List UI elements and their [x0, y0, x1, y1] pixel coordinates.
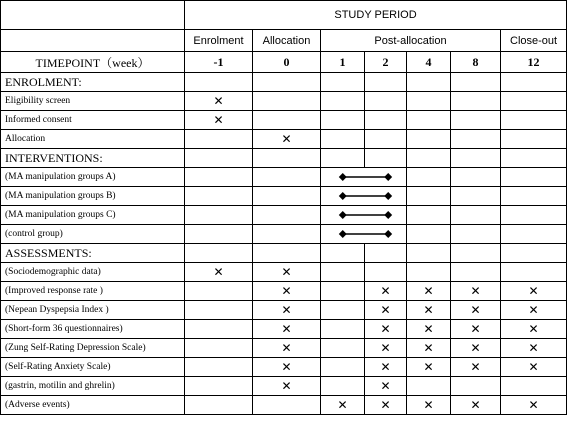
empty-cell — [185, 187, 253, 206]
schedule-mark: ✕ — [365, 320, 407, 339]
schedule-mark: ✕ — [407, 282, 451, 301]
row-label: (Zung Self-Rating Depression Scale) — [1, 339, 185, 358]
schedule-mark: ✕ — [501, 282, 567, 301]
schedule-mark: ✕ — [365, 396, 407, 415]
empty-cell — [185, 73, 253, 92]
schedule-mark: ✕ — [253, 339, 321, 358]
empty-cell — [501, 73, 567, 92]
row-label: (Self-Rating Anxiety Scale) — [1, 358, 185, 377]
table-row — [1, 130, 567, 149]
schedule-mark: ✕ — [451, 301, 501, 320]
empty-cell — [501, 187, 567, 206]
phase-allocation: Allocation — [253, 30, 321, 52]
schedule-mark: ✕ — [407, 301, 451, 320]
timepoint-5: 8 — [451, 52, 501, 73]
empty-cell — [501, 225, 567, 244]
row-label: (Nepean Dyspepsia Index ) — [1, 301, 185, 320]
schedule-mark: ✕ — [365, 358, 407, 377]
empty-cell — [321, 263, 365, 282]
empty-cell — [451, 187, 501, 206]
intervention-duration — [321, 168, 407, 187]
empty-cell — [501, 206, 567, 225]
empty-cell — [253, 111, 321, 130]
empty-cell — [253, 244, 321, 263]
empty-cell — [185, 377, 253, 396]
phase-enrolment: Enrolment — [185, 30, 253, 52]
duration-start-diamond — [339, 192, 347, 200]
empty-cell — [451, 377, 501, 396]
empty-cell — [185, 358, 253, 377]
empty-cell — [185, 396, 253, 415]
empty-cell — [501, 244, 567, 263]
table-row — [1, 263, 567, 282]
empty-cell — [321, 377, 365, 396]
schedule-mark: ✕ — [185, 92, 253, 111]
empty-cell — [365, 92, 407, 111]
duration-start-diamond — [339, 211, 347, 219]
table-row — [1, 320, 567, 339]
schedule-mark: ✕ — [253, 377, 321, 396]
schedule-mark: ✕ — [451, 339, 501, 358]
schedule-mark: ✕ — [501, 339, 567, 358]
empty-cell — [321, 92, 365, 111]
section-title: ENROLMENT: — [1, 73, 185, 92]
empty-cell — [451, 206, 501, 225]
section-title: ASSESSMENTS: — [1, 244, 185, 263]
empty-cell — [185, 206, 253, 225]
empty-cell — [185, 225, 253, 244]
empty-cell — [185, 339, 253, 358]
schedule-mark: ✕ — [185, 263, 253, 282]
empty-cell — [407, 263, 451, 282]
schedule-mark: ✕ — [365, 377, 407, 396]
empty-cell — [451, 225, 501, 244]
empty-cell — [253, 187, 321, 206]
empty-cell — [451, 168, 501, 187]
duration-arrow-icon — [321, 187, 406, 205]
schedule-mark: ✕ — [501, 396, 567, 415]
timepoint-3: 2 — [365, 52, 407, 73]
duration-arrow-icon — [321, 225, 406, 243]
phase-corner-cell — [1, 30, 185, 52]
empty-cell — [407, 187, 451, 206]
section-row — [1, 244, 567, 263]
schedule-mark: ✕ — [365, 301, 407, 320]
table-row — [1, 358, 567, 377]
schedule-mark: ✕ — [407, 396, 451, 415]
duration-start-diamond — [339, 173, 347, 181]
schedule-mark: ✕ — [185, 111, 253, 130]
timepoint-0: -1 — [185, 52, 253, 73]
duration-arrow-icon — [321, 206, 406, 224]
timepoint-6: 12 — [501, 52, 567, 73]
empty-cell — [451, 92, 501, 111]
empty-cell — [185, 168, 253, 187]
row-label: Eligibility screen — [1, 92, 185, 111]
section-row — [1, 73, 567, 92]
schedule-mark: ✕ — [253, 130, 321, 149]
empty-cell — [501, 149, 567, 168]
empty-cell — [365, 130, 407, 149]
empty-cell — [185, 149, 253, 168]
row-label: (Improved response rate ) — [1, 282, 185, 301]
table-row — [1, 282, 567, 301]
empty-cell — [185, 320, 253, 339]
phase-row — [1, 30, 567, 52]
schedule-mark: ✕ — [253, 282, 321, 301]
empty-cell — [321, 111, 365, 130]
empty-cell — [365, 263, 407, 282]
empty-cell — [365, 111, 407, 130]
empty-cell — [321, 149, 365, 168]
empty-cell — [407, 130, 451, 149]
phase-post-allocation: Post-allocation — [321, 30, 501, 52]
empty-cell — [253, 206, 321, 225]
schedule-mark: ✕ — [451, 320, 501, 339]
schedule-mark: ✕ — [501, 358, 567, 377]
corner-cell — [1, 1, 185, 30]
empty-cell — [451, 263, 501, 282]
empty-cell — [407, 73, 451, 92]
empty-cell — [451, 73, 501, 92]
duration-end-diamond — [384, 230, 392, 238]
schedule-body — [1, 1, 567, 415]
empty-cell — [407, 149, 451, 168]
empty-cell — [407, 377, 451, 396]
duration-end-diamond — [384, 211, 392, 219]
row-label: (MA manipulation groups C) — [1, 206, 185, 225]
empty-cell — [407, 168, 451, 187]
schedule-mark: ✕ — [365, 282, 407, 301]
table-row — [1, 187, 567, 206]
empty-cell — [451, 130, 501, 149]
empty-cell — [365, 149, 407, 168]
empty-cell — [365, 244, 407, 263]
table-row — [1, 111, 567, 130]
empty-cell — [365, 73, 407, 92]
empty-cell — [407, 92, 451, 111]
timepoint-4: 4 — [407, 52, 451, 73]
schedule-mark: ✕ — [365, 339, 407, 358]
phase-close-out: Close-out — [501, 30, 567, 52]
empty-cell — [451, 149, 501, 168]
empty-cell — [321, 73, 365, 92]
empty-cell — [185, 130, 253, 149]
empty-cell — [501, 130, 567, 149]
empty-cell — [501, 377, 567, 396]
table-row — [1, 92, 567, 111]
study-period-row — [1, 1, 567, 30]
schedule-mark: ✕ — [253, 263, 321, 282]
schedule-mark: ✕ — [451, 396, 501, 415]
row-label: (gastrin, motilin and ghrelin) — [1, 377, 185, 396]
empty-cell — [321, 130, 365, 149]
empty-cell — [253, 168, 321, 187]
empty-cell — [321, 301, 365, 320]
empty-cell — [501, 263, 567, 282]
schedule-mark: ✕ — [407, 339, 451, 358]
schedule-mark: ✕ — [407, 320, 451, 339]
duration-arrow-icon — [321, 168, 406, 186]
empty-cell — [407, 206, 451, 225]
empty-cell — [253, 73, 321, 92]
intervention-duration — [321, 187, 407, 206]
section-row — [1, 149, 567, 168]
empty-cell — [407, 244, 451, 263]
timepoint-1: 0 — [253, 52, 321, 73]
empty-cell — [321, 358, 365, 377]
empty-cell — [253, 396, 321, 415]
schedule-mark: ✕ — [501, 320, 567, 339]
row-label: Informed consent — [1, 111, 185, 130]
table-row — [1, 225, 567, 244]
table-row — [1, 396, 567, 415]
empty-cell — [321, 339, 365, 358]
empty-cell — [501, 168, 567, 187]
row-label: (Adverse events) — [1, 396, 185, 415]
row-label: Allocation — [1, 130, 185, 149]
empty-cell — [451, 244, 501, 263]
section-title: INTERVENTIONS: — [1, 149, 185, 168]
empty-cell — [253, 149, 321, 168]
empty-cell — [407, 111, 451, 130]
table-row — [1, 206, 567, 225]
table-row — [1, 339, 567, 358]
schedule-mark: ✕ — [253, 358, 321, 377]
empty-cell — [185, 244, 253, 263]
schedule-mark: ✕ — [501, 301, 567, 320]
timepoint-row — [1, 52, 567, 73]
table-row — [1, 301, 567, 320]
duration-end-diamond — [384, 192, 392, 200]
duration-end-diamond — [384, 173, 392, 181]
empty-cell — [321, 320, 365, 339]
row-label: (MA manipulation groups B) — [1, 187, 185, 206]
empty-cell — [407, 225, 451, 244]
intervention-duration — [321, 225, 407, 244]
row-label: (MA manipulation groups A) — [1, 168, 185, 187]
schedule-mark: ✕ — [451, 282, 501, 301]
schedule-mark: ✕ — [253, 320, 321, 339]
schedule-mark: ✕ — [407, 358, 451, 377]
empty-cell — [501, 111, 567, 130]
empty-cell — [321, 244, 365, 263]
schedule-mark: ✕ — [321, 396, 365, 415]
timepoint-label: TIMEPOINT（week） — [1, 52, 185, 73]
intervention-duration — [321, 206, 407, 225]
schedule-mark: ✕ — [451, 358, 501, 377]
duration-start-diamond — [339, 230, 347, 238]
study-period-header: STUDY PERIOD — [185, 1, 567, 30]
empty-cell — [253, 225, 321, 244]
timepoint-2: 1 — [321, 52, 365, 73]
empty-cell — [185, 282, 253, 301]
row-label: (Short-form 36 questionnaires) — [1, 320, 185, 339]
empty-cell — [185, 301, 253, 320]
empty-cell — [321, 282, 365, 301]
row-label: (Sociodemographic data) — [1, 263, 185, 282]
schedule-mark: ✕ — [253, 301, 321, 320]
empty-cell — [253, 92, 321, 111]
empty-cell — [501, 92, 567, 111]
row-label: (control group) — [1, 225, 185, 244]
table-row — [1, 168, 567, 187]
empty-cell — [451, 111, 501, 130]
table-row — [1, 377, 567, 396]
